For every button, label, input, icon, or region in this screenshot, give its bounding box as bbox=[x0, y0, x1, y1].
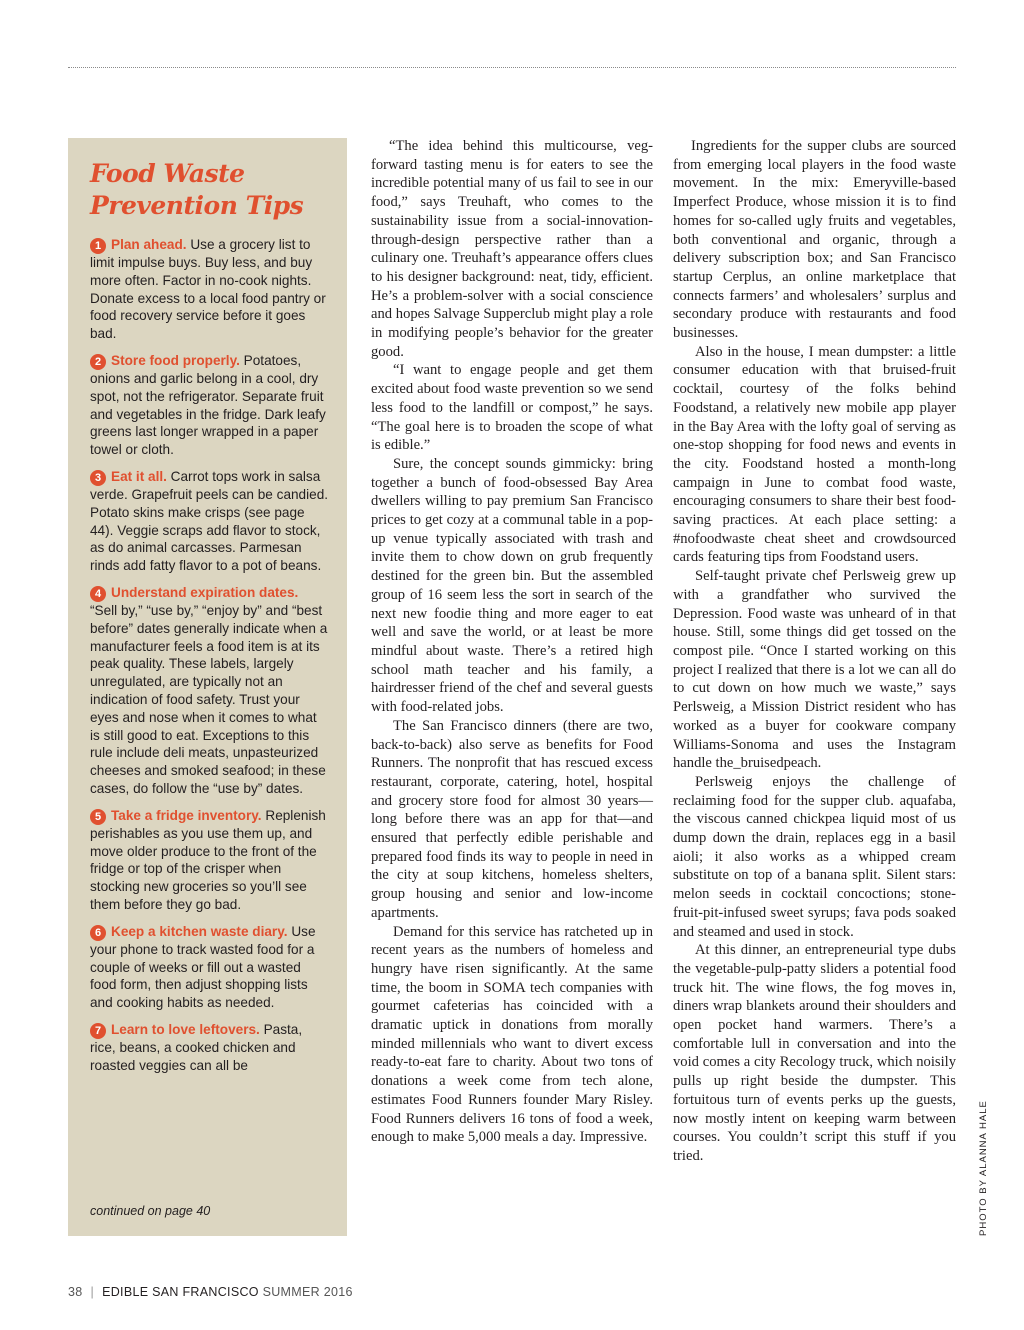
top-dotted-rule bbox=[68, 67, 956, 68]
tip-body: Replenish perishables as you use them up, and move older produce to the front of the fridge or top of the crisper when stocking new groceries so you’ll see them before they go bad. bbox=[90, 807, 326, 912]
footer-separator: | bbox=[90, 1285, 95, 1299]
tip-heading: Keep a kitchen waste diary. bbox=[111, 923, 288, 939]
tip-item bbox=[90, 1021, 329, 1075]
page-footer bbox=[68, 1285, 353, 1299]
tip-item bbox=[90, 352, 329, 459]
tip-number: 1 bbox=[90, 238, 106, 254]
tips-sidebar bbox=[68, 138, 347, 1236]
tip-number: 6 bbox=[90, 925, 106, 941]
tip-body: Use a grocery list to limit impulse buys. Buy less, and buy more often. Factor in no-cook nights. Donate excess to a local food pantry or food recovery service before it goes bad. bbox=[90, 237, 326, 342]
tip-body: Potatoes, onions and garlic belong in a cool, dry spot, not the refrigerator. Separate fruit and vegetables in the fridge. Dark leafy greens last longer wrapped in a paper towel or cloth. bbox=[90, 352, 326, 458]
page-number: 38 bbox=[68, 1285, 83, 1299]
article-paragraph: Sure, the concept sounds gimmicky: bring together a bunch of food-obsessed Bay Area dwellers willing to pay premium San Francisco prices to get cozy at a communal table in a pop-up venue typically associated with trash and invite them to chow down on grub frequently destined for the green bin. But the assembled group of 16 seem less the sort in search of the next new foodie thing and more eager to eat well and save the world, or at least be more mindful about waste. There’s a retired high school math teacher and his family, a hairdresser friend of the chef and several guests with food-related jobs. bbox=[371, 455, 653, 716]
tip-heading: Learn to love leftovers. bbox=[111, 1021, 260, 1037]
article-paragraph: Ingredients for the supper clubs are sourced from emerging local players in the food waste movement. In the mix: Emeryville-based Imperfect Produce, whose mission it is to find homes for so-called ugly fruits and vegetables, both conventional and organic, through a delivery subscription box; and San Francisco startup Cerplus, an online marketplace that connects farmers’ and wholesalers’ surplus and secondary produce with restaurants and food businesses. bbox=[673, 138, 956, 342]
article-paragraph: “I want to engage people and get them excited about food waste prevention so we send less food to the landfill or compost,” he says. “The goal here is to broaden the scope of what is edible.” bbox=[371, 362, 653, 454]
article-paragraph: The San Francisco dinners (there are two, back-to-back) also serve as benefits for Food Runners. The nonprofit that has rescued excess restaurant, corporate, catering, hotel, hospital and grocery store food for almost 30 years—long before there was an app for that—and ensured that perfectly edible perishable and prepared food finds its way to people in need in the city at soup kitchens, homeless shelters, group housing and senior and low-income apartments. bbox=[371, 717, 653, 921]
tip-number: 5 bbox=[90, 809, 106, 825]
article-paragraph: Also in the house, I mean dumpster: a little consumer education with that bruised-fruit cocktail, courtesy of the folks behind Foodstand, a relatively new mobile app player in the Bay Area with the lofty goal of serving as one-stop shopping for food news and events in the city. Foodstand hosted a month-long campaign in June to combat food waste, encouraging consumers to share their best food-saving practices. At each place setting: a #nofoodwaste cheat sheet and crowdsourced cards featuring tips from Foodstand users. bbox=[673, 343, 956, 566]
article-column-1 bbox=[371, 137, 653, 1147]
article-paragraph: Perlsweig enjoys the challenge of reclaiming food for the supper club. aquafaba, the viscous canned chickpea liquid most of us dump down the drain, replaces egg in a basil aioli; it also works as a whipped cream substitute on top of a banana split. Silent stars: melon seeds in cocktail concoctions; stone-fruit-pit-infused sweet syrups; fava pods soaked and steamed and used in stock. bbox=[673, 773, 956, 940]
tip-heading: Store food properly. bbox=[111, 352, 240, 368]
tip-body: Carrot tops work in salsa verde. Grapefruit peels can be candied. Potato skins make crisps (see page 44). Veggie scraps add flavor to stock, as do animal carcasses. Parmesan rinds add fatty flavor to a pot of beans. bbox=[90, 468, 329, 574]
article-paragraph: At this dinner, an entrepreneurial type dubs the vegetable-pulp-patty sliders a potential food truck hit. The wine flows, the fog moves in, diners wrap blankets around their shoulders and open pocket hand warmers. There’s a comfortable lull in conversation and into the void comes a city Recology truck, which noisily pulls up right beside the dumpster. This fortuitous turn of events perks up the guests, now mostly intent on keeping warm between courses. You couldn’t script this stuff if you tried. bbox=[673, 942, 956, 1164]
magazine-name: EDIBLE SAN FRANCISCO bbox=[102, 1285, 259, 1299]
tip-heading: Take a fridge inventory. bbox=[111, 807, 262, 823]
article-paragraph: Self-taught private chef Perlsweig grew up with a grandfather who survived the Depression. Food waste was unheard of in that house. Still, some things did get tossed on the compost pile. “Once I started working on this project I realized that there is a lot we can all do to cut down on how much we waste,” says Perlsweig, a Mission District resident who has worked as a buyer for cookware company Williams-Sonoma and uses the Instagram handle the_bruisedpeach. bbox=[673, 568, 956, 772]
tip-item bbox=[90, 807, 329, 914]
tip-heading: Eat it all. bbox=[111, 468, 167, 484]
tip-body: Pasta, rice, beans, a cooked chicken and roasted veggies can all be bbox=[90, 1021, 303, 1073]
sidebar-title: Food Waste Prevention Tips bbox=[90, 159, 304, 220]
tip-number: 2 bbox=[90, 354, 106, 370]
tip-number: 3 bbox=[90, 470, 106, 486]
article-paragraph: “The idea behind this multicourse, veg-forward tasting menu is for eaters to see the incredible potential many of us fail to see in our food,” says Treuhaft, who comes to the sustainability issue from a social-innovation-through-design perspective rather than a culinary one. Treuhaft’s appearance offers clues to his designer background: neat, tidy, efficient. He’s a problem-solver with a social conscience and hopes Salvage Supperclub might play a role in modifying people’s behavior for the greater good. bbox=[371, 138, 653, 360]
article-paragraph: Demand for this service has ratcheted up in recent years as the numbers of homeless and hungry have risen significantly. At the same time, the boom in SOMA tech companies with gourmet cafeterias has coincided with a dramatic uptick in donations from morally minded millennials who want to divert excess ready-to-eat fare to charity. About two tons of donations a week come from tech alone, estimates Food Runners founder Mary Risley. Food Runners delivers 16 tons of food a week, enough to make 5,000 meals a day. Impressive. bbox=[371, 923, 653, 1146]
article-column-2 bbox=[673, 137, 956, 1166]
tip-number: 7 bbox=[90, 1023, 106, 1039]
photo-credit: PHOTO BY ALANNA HALE bbox=[978, 1100, 989, 1236]
tip-item bbox=[90, 236, 329, 343]
tip-body: Use your phone to track wasted food for a couple of weeks or fill out a wasted food form, then adjust shopping lists and cooking habits as needed. bbox=[90, 923, 316, 1011]
tip-item bbox=[90, 468, 329, 575]
tip-heading: Understand expiration dates. bbox=[111, 584, 299, 600]
issue-name: SUMMER 2016 bbox=[262, 1285, 353, 1299]
tip-number: 4 bbox=[90, 586, 106, 602]
tips-list bbox=[90, 236, 329, 1074]
tip-item bbox=[90, 584, 329, 798]
tip-body: “Sell by,” “use by,” “enjoy by” and “best before” dates generally indicate when a manufacturer feels a food item is at its peak quality. These labels, largely unregulated, are typically not an indication of food safety. Trust your eyes and nose when it comes to what is still good to eat. Exceptions to this rule include deli meats, unpasteurized cheeses and smoked seafood; in these cases, do follow the “use by” dates. bbox=[90, 602, 328, 796]
continued-note: continued on page 40 bbox=[90, 1204, 211, 1218]
tip-heading: Plan ahead. bbox=[111, 237, 187, 252]
tip-item bbox=[90, 923, 329, 1012]
